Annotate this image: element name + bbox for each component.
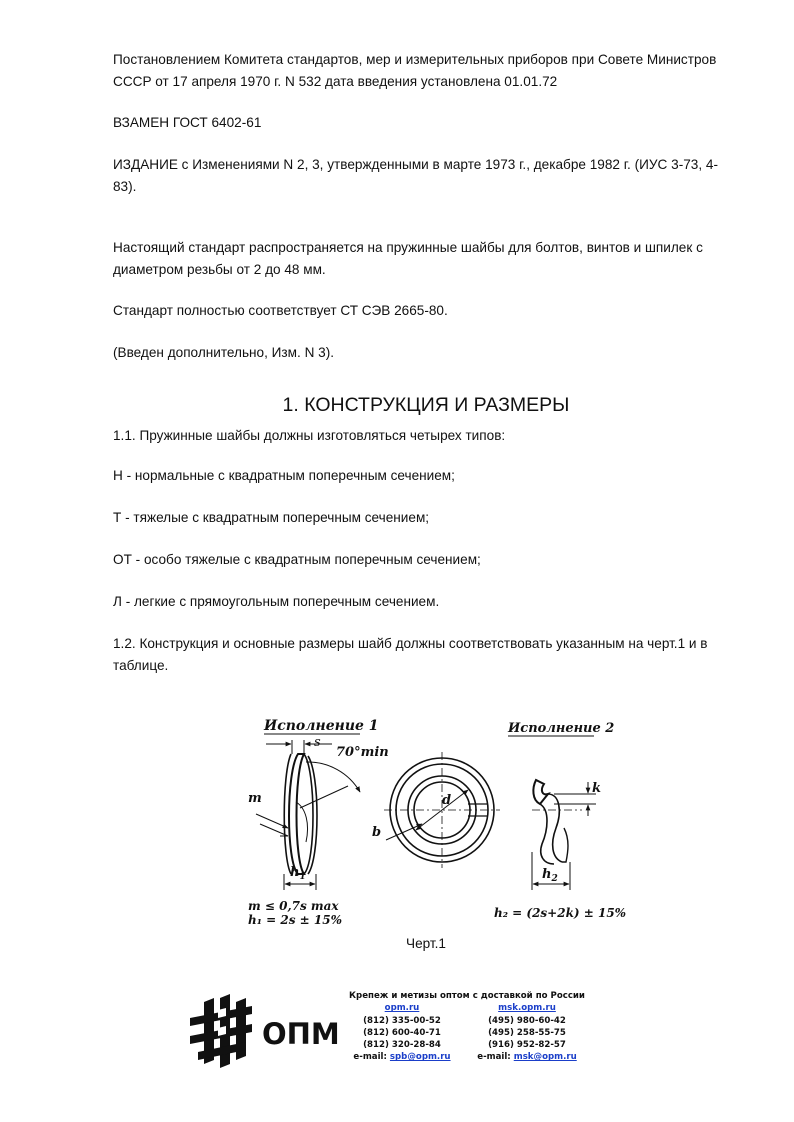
contact-info (342, 990, 592, 1064)
type-t: Т - тяжелые с квадратным поперечным сечением; (113, 510, 430, 525)
washer-drawing (236, 712, 628, 934)
opm-logo-mark-icon (190, 994, 252, 1068)
paragraph-1-1: 1.1. Пружинные шайбы должны изготовляться четырех типов: (113, 428, 506, 443)
msk-phone-1: (495) 980-60-42 (488, 1015, 566, 1026)
spb-phone-1: (812) 335-00-52 (363, 1015, 441, 1026)
variant1-label: Исполнение 1 (264, 718, 379, 734)
variant2-label: Исполнение 2 (508, 721, 615, 736)
msk-site-link[interactable]: msk.opm.ru (498, 1003, 556, 1014)
logo-text: ОПМ (262, 1017, 340, 1051)
spb-email-label: e-mail: (353, 1052, 387, 1063)
edition-paragraph: ИЗДАНИЕ с Изменениями N 2, 3, утвержденными в марте 1973 г., декабре 1982 г. (ИУС 3-73, 4-83). (113, 157, 718, 194)
label-k: k (592, 781, 602, 796)
msk-email-label: e-mail: (477, 1052, 511, 1063)
spb-email-link[interactable]: spb@opm.ru (389, 1052, 451, 1063)
formula-h1: h₁ = 2s ± 15% (248, 913, 343, 927)
conformity-paragraph: Стандарт полностью соответствует СТ СЭВ 2665-80. (113, 303, 448, 318)
type-n: Н - нормальные с квадратным поперечным сечением; (113, 468, 455, 483)
paragraph-1-2: 1.2. Конструкция и основные размеры шайб должны соответствовать указанным на черт.1 и в таблице. (113, 636, 708, 673)
label-h2: $h_2$ (542, 867, 558, 884)
label-s: s (314, 735, 321, 750)
replaces-paragraph: ВЗАМЕН ГОСТ 6402-61 (113, 115, 262, 130)
formula-m: m ≤ 0,7s max (248, 899, 339, 913)
approval-paragraph: Постановлением Комитета стандартов, мер и измерительных приборов при Совете Министров СССР от 17 апреля 1970 г. N 532 дата введения установлена 01.01.72 (113, 52, 717, 89)
type-l: Л - легкие с прямоугольным поперечным сечением. (113, 594, 440, 609)
msk-phone-2: (495) 258-55-75 (488, 1027, 566, 1038)
label-angle: 70°min (336, 745, 389, 760)
footer (190, 990, 590, 1074)
label-h1: $h_1$ (290, 865, 306, 882)
label-m: m (248, 791, 262, 806)
msk-phone-3: (916) 952-82-57 (488, 1040, 566, 1051)
msk-email-link[interactable]: msk@opm.ru (513, 1052, 577, 1063)
spb-phone-3: (812) 320-28-84 (363, 1040, 441, 1051)
introduced-paragraph: (Введен дополнительно, Изм. N 3). (113, 345, 335, 360)
variant1-side-view (248, 718, 389, 927)
figure-caption: Черт.1 (406, 936, 446, 951)
footer-headline: Крепеж и метизы оптом с доставкой по России (349, 991, 585, 1001)
variant2-side-view (494, 721, 626, 920)
type-ot: ОТ - особо тяжелые с квадратным поперечным сечением; (113, 552, 481, 567)
spb-site-link[interactable]: opm.ru (384, 1003, 420, 1014)
section-title: 1. КОНСТРУКЦИЯ И РАЗМЕРЫ (282, 394, 570, 416)
spb-phone-2: (812) 600-40-71 (363, 1027, 441, 1038)
scope-paragraph: Настоящий стандарт распространяется на пружинные шайбы для болтов, винтов и шпилек с диаметром резьбы от 2 до 48 мм. (113, 240, 703, 277)
label-b: b (372, 825, 382, 840)
opm-logo (190, 994, 340, 1068)
washer-top-view (372, 752, 500, 868)
formula-h2: h₂ = (2s+2k) ± 15% (494, 906, 627, 920)
label-d: d (442, 793, 452, 808)
